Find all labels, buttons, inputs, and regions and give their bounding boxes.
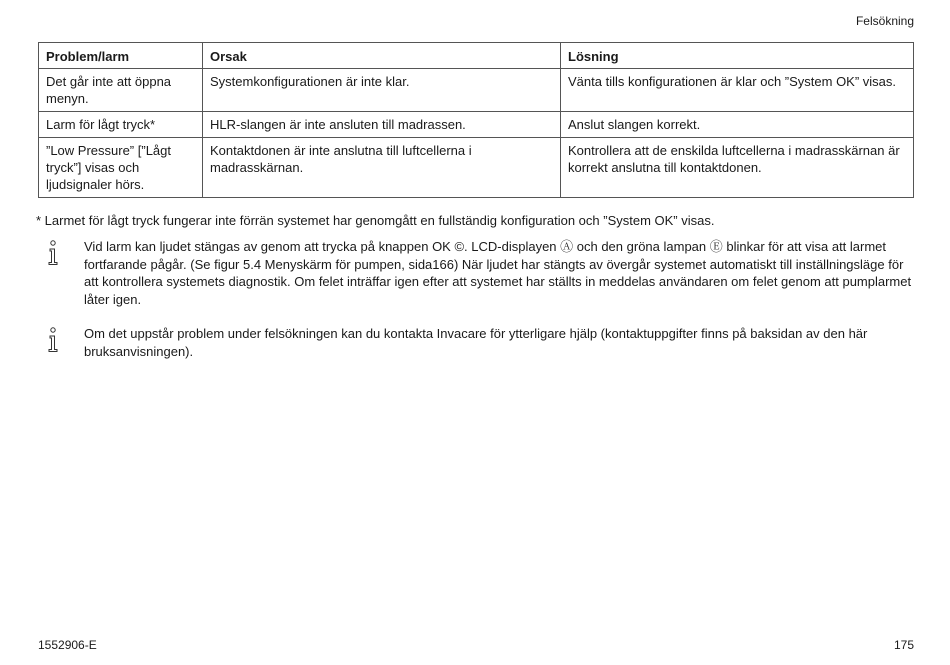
table-row (39, 69, 914, 112)
cell-solution: Kontrollera att de enskilda luftcellerna i madrasskärnan är korrekt anslutna till kontaktdonen. (561, 138, 914, 198)
info-icon (46, 240, 60, 266)
cell-problem: Det går inte att öppna menyn. (39, 69, 203, 112)
table-header-row (39, 43, 914, 69)
cell-solution: Vänta tills konfigurationen är klar och ”System OK” visas. (561, 69, 914, 112)
page-number: 175 (893, 638, 914, 652)
cell-problem: Larm för lågt tryck* (39, 112, 203, 138)
column-header-problem: Problem/larm (39, 43, 203, 69)
cell-cause: Systemkonfigurationen är inte klar. (203, 69, 561, 112)
document-number: 1552906-E (38, 638, 97, 652)
cell-cause: Kontaktdonen är inte anslutna till luftcellerna i madrasskärnan. (203, 138, 561, 198)
info-icon (46, 327, 60, 353)
info-note (46, 238, 916, 308)
info-note (46, 325, 916, 360)
table-row (39, 138, 914, 198)
cell-cause: HLR-slangen är inte ansluten till madrassen. (203, 112, 561, 138)
footnote: * Larmet för lågt tryck fungerar inte förrän systemet har genomgått en fullständig konfiguration och ”System OK” visas. (36, 213, 715, 228)
cell-solution: Anslut slangen korrekt. (561, 112, 914, 138)
column-header-cause: Orsak (203, 43, 561, 69)
column-header-solution: Lösning (561, 43, 914, 69)
info-note-text: Om det uppstår problem under felsökningen kan du kontakta Invacare för ytterligare hjälp (kontaktuppgifter finns på baksidan av den här bruksanvisningen). (84, 326, 868, 359)
info-note-text: Vid larm kan ljudet stängas av genom att trycka på knappen OK ©. LCD-displayen Ⓐ och den gröna lampan Ⓔ blinkar för att visa att larmet fortfarande pågår. (Se figur 5.4 Menyskärm för pumpen, sida166) När ljudet har stängts av övergår systemet automatiskt till inställningsläge för att kontrollera systemets diagnostik. Om felet inträffar igen efter att systemet har ställts in meddelas användaren om felet genom att pumplarmet låter igen. (84, 239, 912, 307)
section-title: Felsökning (855, 14, 914, 28)
cell-problem: ”Low Pressure” [”Lågt tryck”] visas och ljudsignaler hörs. (39, 138, 203, 198)
troubleshooting-table (38, 42, 914, 198)
table-row (39, 112, 914, 138)
